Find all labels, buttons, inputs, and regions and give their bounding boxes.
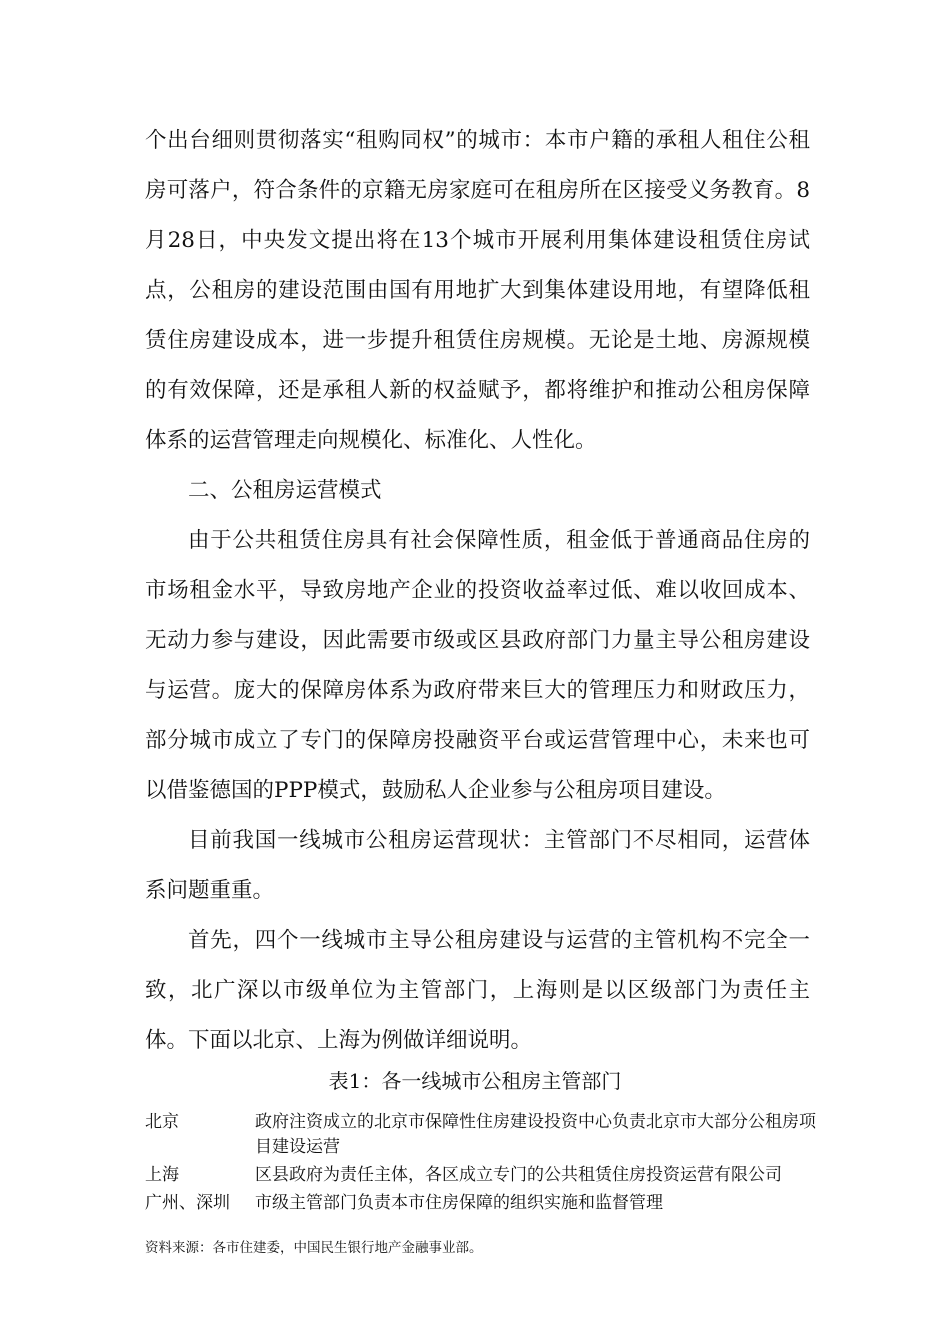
table-cell-city: 北京	[145, 1112, 179, 1132]
paragraph: 目前我国一线城市公租房运营现状：主管部门不尽相同，运营体系问题重重。	[145, 828, 810, 903]
table-cell-desc: 区县政府为责任主体，各区成立专门的公共租赁住房投资运营有限公司	[255, 1165, 782, 1185]
table-row	[145, 1191, 825, 1219]
paragraph: 首先，四个一线城市主导公租房建设与运营的主管机构不完全一致，北广深以市级单位为主管部门，上海则是以区级部门为责任主体。下面以北京、上海为例做详细说明。	[145, 928, 810, 1053]
table-row	[145, 1110, 825, 1163]
table-cell-desc: 市级主管部门负责本市住房保障的组织实施和监督管理	[255, 1193, 663, 1213]
section-heading: 二、公租房运营模式	[188, 478, 382, 503]
paragraph: 由于公共租赁住房具有社会保障性质，租金低于普通商品住房的市场租金水平，导致房地产企业的投资收益率过低、难以收回成本、无动力参与建设，因此需要市级或区县政府部门力量主导公租房建设与运营。庞大的保障房体系为政府带来巨大的管理压力和财政压力，部分城市成立了专门的保障房投融资平台或运营管理中心，未来也可以借鉴德国的PPP模式，鼓励私人企业参与公租房项目建设。	[145, 528, 810, 803]
departments-table	[145, 1110, 825, 1219]
table-cell-desc: 政府注资成立的北京市保障性住房建设投资中心负责北京市大部分公租房项目建设运营	[255, 1112, 816, 1157]
paragraph: 个出台细则贯彻落实“租购同权”的城市：本市户籍的承租人租住公租房可落户，符合条件的京籍无房家庭可在租房所在区接受义务教育。8月28日，中央发文提出将在13个城市开展利用集体建设租赁住房试点，公租房的建设范围由国有用地扩大到集体建设用地，有望降低租赁住房建设成本，进一步提升租赁住房规模。无论是土地、房源规模的有效保障，还是承租人新的权益赋予，都将维护和推动公租房保障体系的运营管理走向规模化、标准化、人性化。	[145, 128, 810, 453]
table-cell-city: 广州、深圳	[145, 1193, 230, 1213]
table-caption: 表1：各一线城市公租房主管部门	[328, 1069, 622, 1093]
table-cell-city: 上海	[145, 1165, 179, 1185]
body-text	[145, 116, 810, 1066]
table-row	[145, 1163, 825, 1191]
table-source-note: 资料来源：各市住建委，中国民生银行地产金融事业部。	[145, 1240, 483, 1256]
